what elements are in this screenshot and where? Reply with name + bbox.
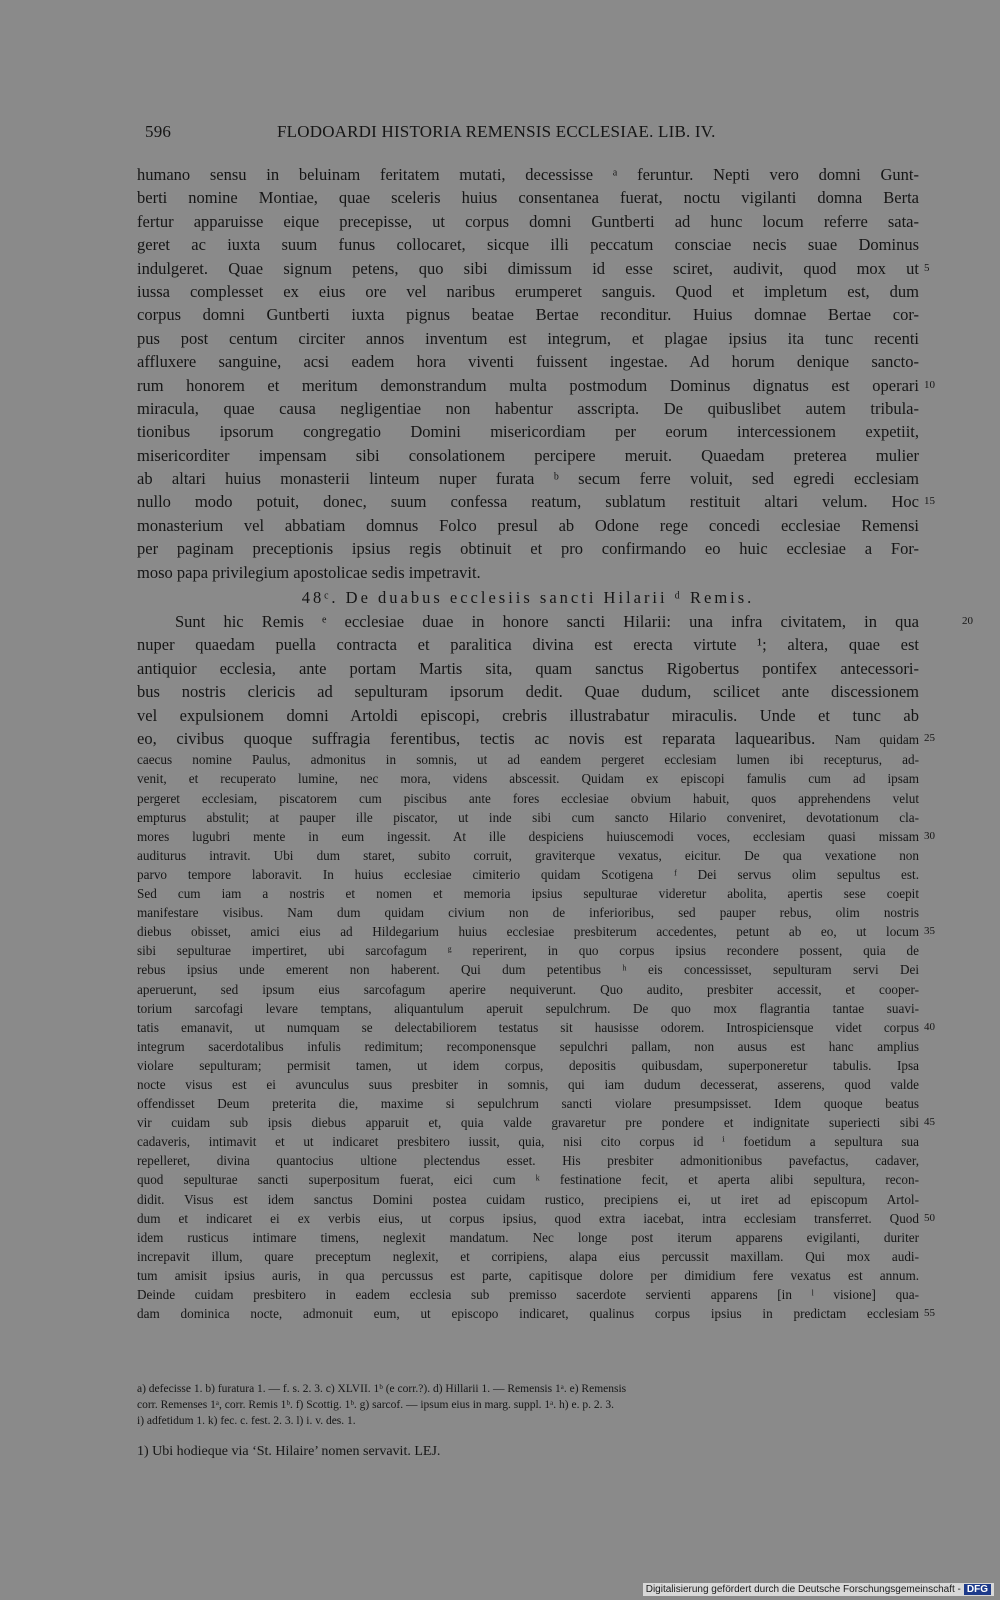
- text-line: [137, 680, 919, 703]
- line-number: 45: [924, 1116, 935, 1129]
- line-text: indulgeret. Quae signum petens, quo sibi dimissum id esse sciret, audivit, quod mox ut: [137, 258, 919, 278]
- line-text: vir cuidam sub ipsis diebus apparuit et, quia valde gravaretur pre pondere et indignitate superiecti sibi: [137, 1115, 919, 1131]
- line-text: rebus ipsius unde emerent non haberent. Qui dum petentibus ʰ eis concessisset, sepulturam servi Dei: [137, 962, 919, 978]
- line-text: offendisset Deum preterita die, maxime si sepulchrum sancti violare presumpsisset. Idem quoque beatus: [137, 1096, 919, 1112]
- text-line: [137, 633, 919, 656]
- text-line: [137, 537, 919, 560]
- variant-notes: [137, 1381, 919, 1429]
- footnote: 1) Ubi hodieque via ‘St. Hilaire’ nomen servavit. LEJ.: [137, 1444, 441, 1459]
- line-text: empturus abstulit; at pauper ille piscator, ut inde sibi cum sancto Hilario conveniret, devotationum cla-: [137, 809, 919, 825]
- line-text: bus nostris clericis ad sepulturam ipsorum dedit. Quae dudum, scilicet ante discessionem: [137, 682, 919, 702]
- line-text: pus post centum circiter annos inventum est integrum, et plagae ipsius ita tunc recenti: [137, 328, 919, 348]
- small-text-line: [137, 1228, 919, 1247]
- small-text-line: [137, 1018, 935, 1037]
- line-number: 20: [962, 615, 973, 628]
- mixed-line-large: eo, civibus quoque suffragia ferentibus, tectis ac novis est reparata laquearibus.: [137, 728, 816, 748]
- small-text-line: [137, 1037, 919, 1056]
- small-text-line: [137, 1056, 919, 1075]
- line-text: antiquior ecclesia, ante portam Martis sita, quam sanctus Rigobertus pontifex antecessori-: [137, 658, 919, 678]
- line-text: nocte visus est ei avunculus suus presbiter in somnis, qui iam dudum decesserat, asserens, quod valde: [137, 1076, 919, 1092]
- variant-note-line: i) adfetidum 1. k) fec. c. fest. 2. 3. l) i. v. des. 1.: [137, 1415, 356, 1427]
- text-line: [137, 257, 930, 280]
- line-text: affluxere sanguine, acsi eadem hora viventi fuissent ingestae. Ad horum denique sancto-: [137, 352, 919, 372]
- small-text-line: [137, 1151, 919, 1170]
- line-text: vel expulsionem domni Artoldi episcopi, crebris illustrabatur miraculis. Unde et tunc ab: [137, 705, 919, 725]
- line-text: Sunt hic Remis ᵉ ecclesiae duae in honore sancti Hilarii: una infra civitatem, in qua: [175, 612, 919, 632]
- line-text: monasterium vel abbatiam domnus Folco presul ab Odone rege concedi ecclesiae Remensi: [137, 515, 919, 535]
- main-text: [137, 163, 973, 1323]
- paragraph-2: [137, 610, 973, 727]
- line-text: pergeret ecclesiam, piscatorem cum piscibus ante fores ecclesiae obvium habuit, quos apprehendens velut: [137, 790, 919, 806]
- line-text: dum et indicaret ei ex verbis eius, ut corpus ipsius, quod extra iacebat, intra ecclesiam transferret. Quod: [137, 1210, 919, 1226]
- line-text: fertur apparuisse eique precepisse, ut corpus domni Guntberti ad hunc locum referre sata-: [137, 211, 919, 231]
- line-text: tionibus ipsorum congregatio Domini misericordiam per eorum intercessionem expetiit,: [137, 422, 919, 442]
- digitization-credit: [643, 1583, 994, 1596]
- line-text: humano sensu in beluinam feritatem mutati, decessisse ᵃ feruntur. Nepti vero domni Gunt-: [137, 165, 919, 184]
- small-text-line: [137, 960, 919, 979]
- text-line: [137, 163, 919, 186]
- line-text: per paginam preceptionis ipsius regis obtinuit et pro confirmando eo huic ecclesiae a For-: [137, 539, 919, 559]
- small-text-line: [137, 865, 919, 884]
- line-text: auditurus intravit. Ubi dum staret, subito corruit, graviterque vexatus, eicitur. De qua vexatione non: [137, 847, 919, 863]
- small-text-line: [137, 884, 919, 903]
- text-line: [137, 186, 919, 209]
- line-text: berti nomine Montiae, quae sceleris huius consentanea fuerat, noctu vigilanti domna Berta: [137, 188, 919, 208]
- small-text-line: [137, 999, 919, 1018]
- line-number: 10: [924, 378, 935, 391]
- chapter-heading: 48ᶜ. De duabus ecclesiis sancti Hilarii ᵈ Remis.: [301, 588, 755, 608]
- small-text-line: [137, 1094, 919, 1113]
- text-line: [137, 610, 973, 633]
- line-number: 5: [924, 261, 930, 274]
- line-text: increpavit illum, quare preceptum neglexit, et corripiens, alapa eius percussit maxillam. Qui mox audi-: [137, 1248, 919, 1264]
- line-number: 30: [924, 829, 935, 842]
- small-text-line: [137, 808, 919, 827]
- line-text: iussa complesset ex eius ore vel naribus erumperet sanguis. Quod et impletum est, dum: [137, 281, 919, 301]
- text-line: [137, 303, 919, 326]
- text-line: [137, 233, 919, 256]
- small-text-line: [137, 1190, 919, 1209]
- line-text: nullo modo potuit, donec, suum confessa reatum, sublatum restituit altari velum. Hoc: [137, 492, 919, 512]
- text-line: [137, 397, 919, 420]
- small-text-line: [137, 1209, 935, 1228]
- line-text: venit, et recuperato lumine, nec mora, videns abscessit. Quidam ex episcopi famulis cum ad ipsam: [137, 771, 919, 787]
- credit-text: Digitalisierung gefördert durch die Deutsche Forschungsgemeinschaft -: [645, 1584, 961, 1595]
- running-title: FLODOARDI HISTORIA REMENSIS ECCLESIAE. LIB. IV.: [277, 122, 716, 141]
- line-text: didit. Visus est idem sanctus Domini postea cuidam rustico, precipiens ei, ut iret ad episcopum Artol-: [137, 1191, 919, 1207]
- small-text-line: [137, 941, 919, 960]
- mixed-line-small: Nam quidam: [834, 731, 919, 747]
- line-text: manifestare visibus. Nam dum quidam civium non de inferioribus, sed pauper rebus, olim nostris: [137, 905, 919, 921]
- text-line: [137, 210, 919, 233]
- line-number: 40: [924, 1020, 935, 1033]
- line-number: 35: [924, 925, 935, 938]
- small-text-line: [137, 922, 935, 941]
- line-text: aperuerunt, sed ipsum eius sarcofagum aperire nequiverunt. Quo audito, presbiter accessit, et cooper-: [137, 981, 919, 997]
- text-line: [137, 420, 919, 443]
- text-line: [137, 704, 919, 727]
- line-text: caecus nomine Paulus, admonitus in somnis, ut ad eandem pergeret ecclesiam lumen ibi recepturus, ad-: [137, 752, 919, 768]
- text-line: [137, 490, 935, 513]
- line-text: Sed cum iam a nostris et nomen et memoria ipsius sepulturae videretur abolita, apertis sese coepit: [137, 886, 919, 902]
- text-line: [137, 514, 919, 537]
- line-text: violare sepulturam; permisit tamen, ut idem corpus, depositis quibusdam, superponeretur tabulis. Ipsa: [137, 1057, 919, 1073]
- line-text: moso papa privilegium apostolicae sedis impetravit.: [137, 562, 481, 582]
- small-text-line: [137, 1285, 919, 1304]
- variant-note-line: corr. Remenses 1ᵃ, corr. Remis 1ᵇ. f) Scottig. 1ᵇ. g) sarcof. — ipsum eius in marg. suppl. 1ᵃ. h) e. p. 2. 3.: [137, 1399, 614, 1411]
- small-text-line: [137, 1075, 919, 1094]
- small-text-line: [137, 750, 919, 769]
- small-text-line: [137, 827, 935, 846]
- line-text: tatis emanavit, ut numquam se delectabiliorem testatus sit hausisse odorem. Introspiciensque videt corpus: [137, 1019, 919, 1035]
- line-text: mores lugubri mente in eum ingessit. At ille despiciens huiuscemodi voces, ecclesiam quasi missam: [137, 828, 919, 844]
- small-text-line: [137, 846, 919, 865]
- line-text: diebus obisset, amici eius ad Hildegarium huius ecclesiae presbiterum accedentes, petunt ab eo, ut locum: [137, 924, 919, 940]
- small-text-line: [137, 1304, 935, 1323]
- page-number: 596: [145, 122, 172, 141]
- text-line: [137, 374, 935, 397]
- line-text: sibi sepulturae impertiret, ubi sarcofagum ᵍ reperirent, in quo corpus ipsius recondere possent, quia de: [137, 943, 919, 959]
- text-line: [137, 467, 919, 490]
- text-line: [137, 444, 919, 467]
- small-text-line: [137, 1266, 919, 1285]
- paragraph-1: [137, 163, 935, 584]
- line-text: Deinde cuidam presbitero in eadem ecclesia sub premisso sacerdote servienti apparens [in ˡ visione] qua-: [137, 1287, 919, 1302]
- line-text: cadaveris, intimavit et ut indicaret presbitero iussit, quia, nisi cito corpus id ⁱ foetidum a sepultura sua: [137, 1134, 919, 1150]
- line-text: torium sarcofagi levare temptans, aliquantulum aperuit sepulchrum. De quo mox flagrantia tantae suavi-: [137, 1000, 919, 1016]
- line-number: 50: [924, 1211, 935, 1224]
- small-text-line: [137, 1113, 935, 1132]
- small-text-line: [137, 980, 919, 999]
- text-line: [137, 657, 919, 680]
- small-text-line: [137, 769, 919, 788]
- variant-note-line: a) defecisse 1. b) furatura 1. — f. s. 2. 3. c) XLVII. 1ᵇ (e corr.?). d) Hillarii 1. — Remensis 1ᵃ. e) Remensis: [137, 1383, 627, 1395]
- line-text: tum amisit ipsius auris, in qua percussus est parte, capitisque dolore per dimidium fere vexatus est annum.: [137, 1267, 919, 1283]
- line-text: integrum sacerdotalibus infulis redimitum; recomponensque sepulchri pallam, non ausus est hanc amplius: [137, 1038, 919, 1054]
- line-text: rum honorem et meritum demonstrandum multa postmodum Dominus dignatus est operari: [137, 375, 919, 395]
- line-text: dam dominica nocte, admonuit eum, ut episcopo indicaret, qualinus corpus ipsius in predictam ecclesiam: [137, 1306, 919, 1322]
- dfg-logo: DFG: [964, 1584, 991, 1595]
- line-number: 55: [924, 1307, 935, 1320]
- text-line: [137, 561, 919, 584]
- text-line: [137, 327, 919, 350]
- line-number: 15: [924, 495, 935, 508]
- line-text: quod sepulturae sancti superpositum fuerat, eici cum ᵏ festinatione fecit, et aperta alibi sepultura, recon-: [137, 1172, 919, 1188]
- line-text: corpus domni Guntberti iuxta pignus beatae Bertae reconditur. Huius domnae Bertae cor-: [137, 305, 919, 325]
- small-text-line: [137, 1132, 919, 1151]
- line-number: 25: [924, 731, 935, 744]
- line-text: nuper quaedam puella contracta et paralitica divina est erecta virtute ¹; altera, quae est: [137, 635, 919, 655]
- small-text-line: [137, 789, 919, 808]
- line-text: ab altari huius monasterii linteum nuper furata ᵇ secum ferre voluit, sed egredi ecclesiam: [137, 469, 919, 489]
- line-text: misericorditer impensam sibi consolationem percipere meruit. Quaedam preterea mulier: [137, 445, 919, 465]
- small-text-line: [137, 903, 919, 922]
- line-text: idem rusticus intimare timens, neglexit mandatum. Nec longe post iterum apparens evigilanti, duriter: [137, 1229, 919, 1245]
- small-text-line: [137, 1170, 919, 1189]
- text-line-mixed: [137, 727, 935, 750]
- small-text-line: [137, 1247, 919, 1266]
- small-print-passage: [137, 750, 935, 1323]
- text-line: [137, 280, 919, 303]
- line-text: repelleret, divina quantocius ultione plectendus esset. His presbiter admonitionibus pavefactus, cadaver,: [137, 1153, 919, 1169]
- line-text: geret ac iuxta suum funus collocaret, sicque illi peccatum consciae necis suae Dominus: [137, 235, 919, 255]
- line-text: miracula, quae causa negligentiae non habentur asscripta. De quibuslibet autem tribula-: [137, 398, 919, 418]
- text-line: [137, 350, 919, 373]
- line-text: parvo tempore laboravit. In huius ecclesiae cimiterio quidam Scotigena ᶠ Dei servus olim sepultus est.: [137, 866, 919, 882]
